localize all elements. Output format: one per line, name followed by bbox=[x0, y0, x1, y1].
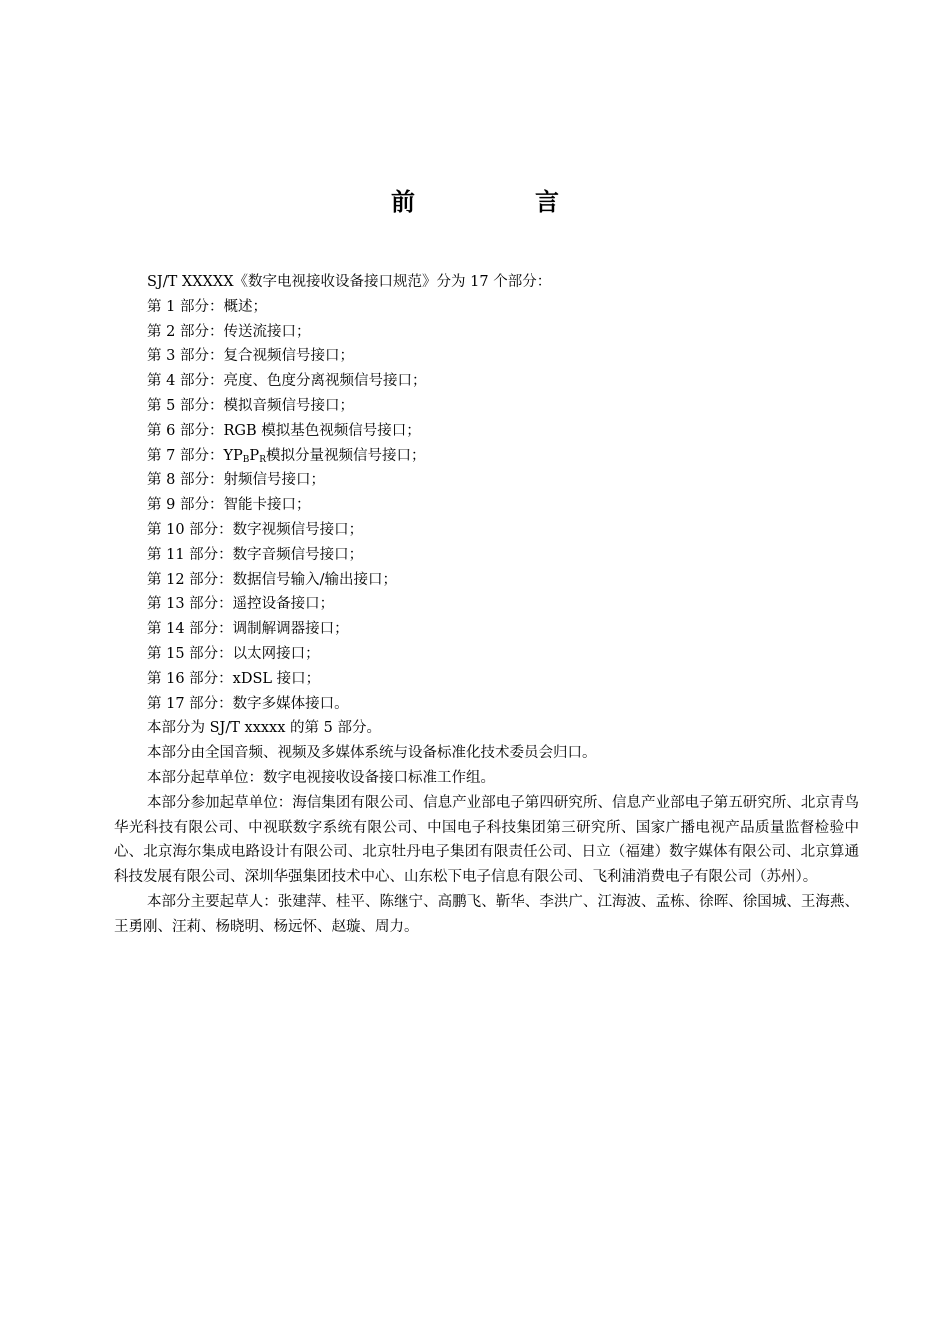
page-title: 前 言 bbox=[391, 188, 607, 216]
part7-p1: P bbox=[233, 447, 243, 464]
part-item-10: 第 10 部分：数字视频信号接口； bbox=[147, 521, 364, 538]
part7-y: Y bbox=[223, 447, 234, 464]
part7-rest: 模拟分量视频信号接口； bbox=[265, 447, 426, 464]
part-item-3: 第 3 部分：复合视频信号接口； bbox=[147, 348, 354, 365]
part-of-statement: 本部分为 SJ/T xxxxx 的第 5 部分。 bbox=[147, 720, 381, 737]
intro-line: SJ/T XXXXX《数字电视接收设备接口规范》分为 17 个部分： bbox=[147, 274, 552, 290]
drafting-unit-statement: 本部分起草单位：数字电视接收设备接口标准工作组。 bbox=[147, 769, 495, 786]
part7-p2: P bbox=[249, 447, 260, 464]
committee-statement: 本部分由全国音频、视频及多媒体系统与设备标准化技术委员会归口。 bbox=[147, 745, 597, 762]
part-item-6: 第 6 部分：RGB 模拟基色视频信号接口； bbox=[147, 422, 421, 439]
part-item-2: 第 2 部分：传送流接口； bbox=[147, 323, 311, 340]
part-item-5: 第 5 部分：模拟音频信号接口； bbox=[147, 397, 354, 414]
part-item-11: 第 11 部分：数字音频信号接口； bbox=[147, 546, 364, 563]
part-item-15: 第 15 部分：以太网接口； bbox=[147, 645, 320, 662]
part-item-16: 第 16 部分：xDSL 接口； bbox=[147, 670, 321, 687]
part-item-7 bbox=[114, 444, 859, 469]
part7-sub-r: R bbox=[259, 454, 266, 465]
part-item-8: 第 8 部分：射频信号接口； bbox=[147, 472, 325, 489]
part-item-13: 第 13 部分：遥控设备接口； bbox=[147, 596, 335, 613]
part-item-14: 第 14 部分：调制解调器接口； bbox=[147, 621, 349, 638]
document-body bbox=[114, 270, 859, 940]
part-item-17: 第 17 部分：数字多媒体接口。 bbox=[147, 695, 349, 712]
part7-sub-b: B bbox=[242, 454, 250, 465]
part-item-9: 第 9 部分：智能卡接口； bbox=[147, 497, 311, 514]
participating-units-paragraph: 本部分参加起草单位：海信集团有限公司、信息产业部电子第四研究所、信息产业部电子第五研究所、北京青鸟华光科技有限公司、中视联数字系统有限公司、中国电子科技集团第三研究所、国家广播电视产品质量监督检验中心、北京海尔集成电路设计有限公司、北京牡丹电子集团有限责任公司、日立（福建）数字媒体有限公司、北京算通科技发展有限公司、深圳华强集团技术中心、山东松下电子信息有限公司、飞利浦消费电子有限公司（苏州）。 bbox=[114, 794, 859, 886]
part-item-12: 第 12 部分：数据信号输入/输出接口； bbox=[147, 571, 398, 588]
main-drafters-paragraph: 本部分主要起草人：张建萍、桂平、陈继宁、高鹏飞、靳华、李洪广、江海波、孟栋、徐晖、徐国城、王海燕、王勇刚、汪莉、杨晓明、杨远怀、赵璇、周力。 bbox=[114, 893, 859, 935]
part-item-1: 第 1 部分：概述； bbox=[147, 298, 267, 315]
part-item-4: 第 4 部分：亮度、色度分离视频信号接口； bbox=[147, 373, 427, 390]
part-item-7-prefix: 第 7 部分： bbox=[147, 447, 224, 464]
